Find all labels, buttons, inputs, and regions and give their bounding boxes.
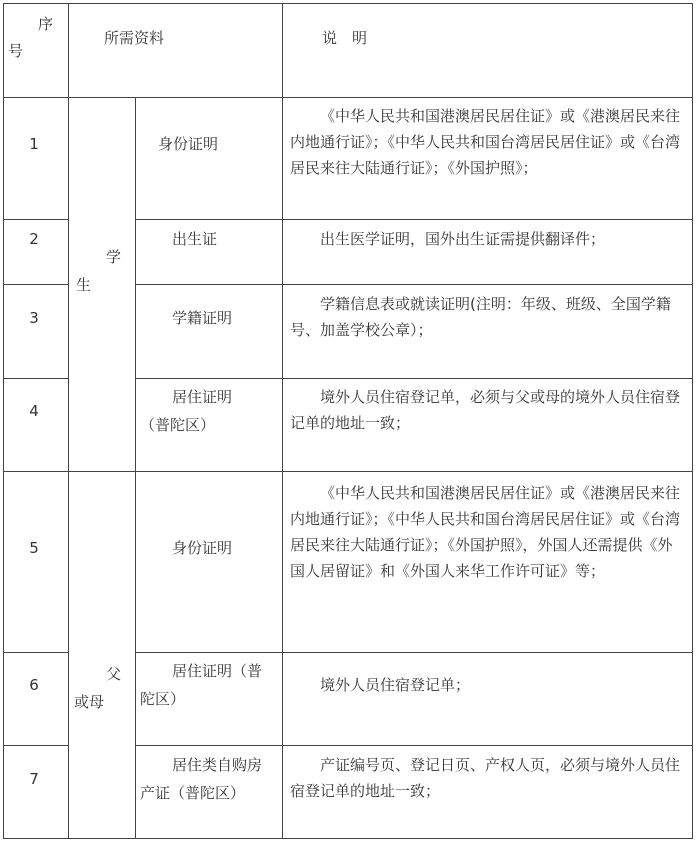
row-item: 学籍证明 (172, 309, 233, 327)
row-description: 出生医学证明，国外出生证需提供翻译件； (320, 230, 606, 248)
row-description: 《中华人民共和国港澳居民居住证》或《港澳居民来往内地通行证》；《中华人民共和国台湾居民居住证》或《台湾居民来往大陆通行证》；《外国护照》； (290, 107, 681, 177)
row-divider (135, 745, 693, 746)
col-divider-desc (282, 3, 283, 839)
table-border-right (692, 3, 693, 839)
row-divider (3, 284, 68, 285)
col-divider-group (135, 97, 136, 839)
row-divider (3, 219, 68, 220)
row-item-line1: 居住证明 (172, 388, 233, 406)
row-number: 6 (29, 676, 39, 694)
table-border-bottom (3, 838, 693, 839)
row-item: 出生证 (172, 230, 218, 248)
row-divider (3, 745, 68, 746)
header-materials: 所需资料 (104, 29, 165, 47)
group-divider (3, 471, 693, 472)
row-number: 5 (29, 539, 39, 557)
row-divider (135, 378, 693, 379)
row-item: 身份证明 (158, 135, 219, 153)
header-seq-line2: 号 (8, 42, 24, 60)
row-description: 境外人员住宿登记单，必须与父或母的境外人员住宿登记单的地址一致； (290, 388, 681, 432)
row-description: 境外人员住宿登记单； (320, 676, 471, 694)
row-item-line1: 居住类自购房 (172, 756, 263, 774)
header-bottom-line (3, 97, 693, 98)
row-number: 2 (29, 230, 39, 248)
row-number: 1 (29, 135, 39, 153)
group-student-line2: 生 (76, 276, 92, 294)
row-divider (3, 652, 68, 653)
row-description: 学籍信息表或就读证明(注明：年级、班级、全国学籍号、加盖学校公章）； (290, 295, 671, 339)
row-divider (135, 652, 693, 653)
row-number: 4 (29, 402, 39, 420)
row-description: 产证编号页、登记日页、产权人页，必须与境外人员住宿登记单的地址一致； (290, 756, 681, 800)
row-item-line1: 居住证明（普 (172, 662, 263, 680)
row-item-line2: 陀区） (140, 690, 186, 708)
table-border-top (3, 3, 693, 4)
row-item-line2: （普陀区） (140, 416, 216, 434)
group-parent-line2: 或母 (74, 693, 105, 711)
row-divider (135, 219, 693, 220)
row-divider (3, 378, 68, 379)
header-description: 说 明 (322, 29, 368, 47)
row-item: 身份证明 (172, 539, 233, 557)
row-number: 7 (29, 770, 39, 788)
row-item-line2: 产证（普陀区） (140, 784, 246, 802)
group-parent-line1: 父 (106, 665, 122, 683)
row-divider (135, 284, 693, 285)
header-seq-line1: 序 (38, 15, 54, 33)
row-number: 3 (29, 309, 39, 327)
row-description: 《中华人民共和国港澳居民居住证》或《港澳居民来往内地通行证》；《中华人民共和国台湾居民居住证》或《台湾居民来往大陆通行证》；《外国护照》，外国人还需提供《外国人居留证》和《外国人来华工作许可证》等； (290, 484, 681, 580)
group-student-line1: 学 (106, 248, 122, 266)
col-divider-seq (68, 3, 69, 839)
